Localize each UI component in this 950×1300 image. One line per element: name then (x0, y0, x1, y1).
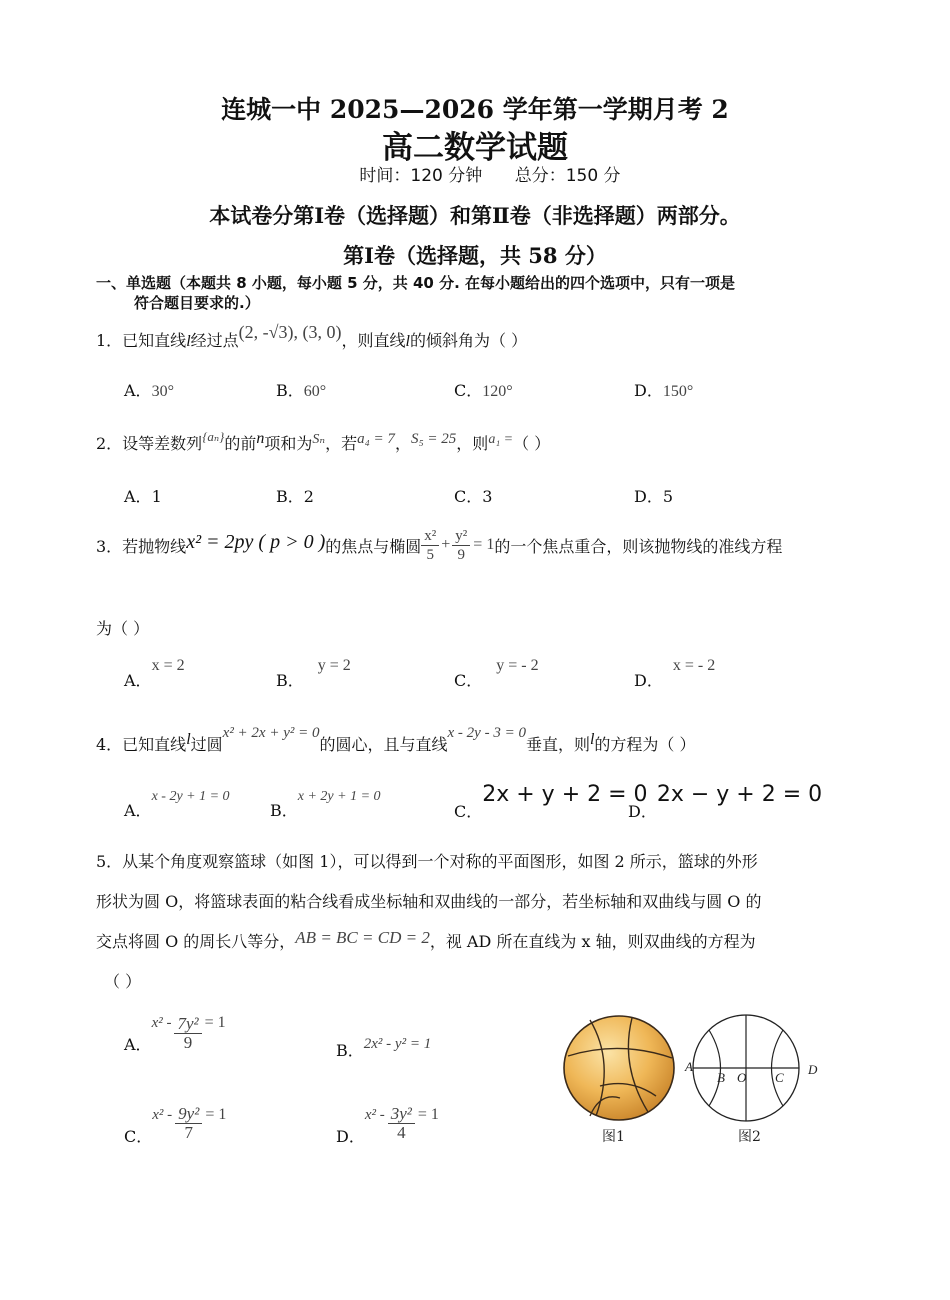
q4-text: 垂直，则 (525, 735, 590, 754)
q1-var2: l (405, 333, 410, 350)
q2-n: n (256, 430, 265, 447)
option-pre: x² - (152, 1106, 173, 1123)
q2-a4: a₄ = 7 (357, 431, 395, 447)
q2-text: 2．设等差数列 (96, 434, 203, 453)
option-value: 60° (303, 383, 327, 400)
exam-title: 连城一中 2025—2026 学年第一学期月考 2 (221, 95, 729, 124)
option-label: C． (454, 487, 483, 506)
option-label: C． (454, 671, 483, 690)
q2-text: ， (394, 434, 411, 453)
question-5: 5．从某个角度观察篮球（如图 1），可以得到一个对称的平面图形，如图 2 所示，篮球的外形 (96, 852, 758, 871)
option-label: B． (270, 801, 298, 820)
q3-option-c (454, 652, 539, 690)
exam-intro: 本试卷分第Ⅰ卷（选择题）和第Ⅱ卷（非选择题）两部分。 (209, 203, 741, 228)
q3-fraction-x (421, 527, 439, 564)
q4-option-c (454, 782, 648, 821)
question-3-cont: 为（ ） (96, 619, 150, 638)
option-value: x + 2y + 1 = 0 (297, 789, 381, 804)
frac-num: x² (421, 527, 439, 546)
q2-text: ，若 (325, 434, 358, 453)
question-5-line2: 形状为圆 O，将篮球表面的粘合线看成坐标轴和双曲线的一部分，若坐标轴和双曲线与圆 O 的 (96, 892, 762, 911)
q5-text: 交点将圆 O 的周长八等分， (96, 932, 296, 951)
option-value: 2 (303, 487, 314, 506)
option-value: 1 (151, 487, 162, 506)
option-label: D． (336, 1126, 365, 1146)
basketball-figure (560, 1012, 678, 1124)
frac-den: 9 (457, 546, 466, 563)
q2-sn: Sₙ (312, 432, 326, 447)
q4-var2: l (589, 731, 595, 748)
option-value: x = 2 (151, 657, 185, 674)
q2-option-a (124, 484, 162, 507)
q4-var: l (186, 731, 191, 748)
option-label: D． (628, 802, 657, 821)
q1-text: 1．已知直线 (96, 331, 187, 350)
q4-circle: x² + 2x + y² = 0 (222, 725, 320, 741)
point-b-label: B (717, 1070, 725, 1085)
option-fraction (388, 1105, 415, 1142)
option-label: A． (124, 801, 152, 820)
frac-den: 7 (184, 1122, 193, 1142)
option-label: A． (124, 381, 152, 400)
question-1 (96, 322, 528, 351)
q2-option-d (634, 484, 673, 507)
option-value: 120° (482, 383, 513, 400)
q5-option-b (336, 1030, 432, 1060)
option-label: C． (454, 802, 483, 821)
frac-num: 9y² (175, 1105, 202, 1124)
q2-text: 的前 (224, 434, 257, 453)
part1-heading: 第Ⅰ卷（选择题，共 58 分） (343, 243, 607, 268)
q1-text-mid: 经过点 (190, 331, 239, 350)
option-fraction (174, 1015, 201, 1052)
question-5-line4: （ ） (104, 972, 142, 991)
q2-text: ，则 (456, 434, 489, 453)
q4-text: 的方程为（ ） (594, 735, 696, 754)
q3-text: 的焦点与椭圆 (325, 536, 422, 556)
question-4 (96, 725, 696, 755)
frac-den: 4 (397, 1122, 406, 1142)
q3-option-d (634, 652, 716, 690)
exam-subtitle: 高二数学试题 (382, 130, 568, 166)
q1-var: l (186, 333, 191, 350)
q2-s5: S₅ = 25 (410, 431, 457, 447)
q1-points: (2, -√3), (3, 0) (238, 322, 342, 342)
option-value: 2x − y + 2 = 0 (656, 782, 823, 807)
q4-text: 过圆 (190, 735, 223, 754)
option-label: B． (276, 671, 304, 690)
option-label: D． (634, 671, 663, 690)
section1-instructions: 一、单选题（本题共 8 小题，每小题 5 分，共 40 分. 在每小题给出的四个选项中，只有一项是 (96, 274, 736, 292)
figure1-caption: 图1 (602, 1129, 625, 1145)
q3-plus: + (441, 536, 451, 553)
q1-option-c (454, 378, 513, 401)
option-post: = 1 (204, 1014, 226, 1031)
q1-option-d (634, 378, 693, 401)
point-a-label: A (685, 1059, 693, 1074)
q5-text: ，视 AD 所在直线为 x 轴，则双曲线的方程为 (429, 932, 756, 951)
q4-line: x - 2y - 3 = 0 (447, 725, 526, 741)
option-pre: x² - (151, 1014, 172, 1031)
option-post: = 1 (417, 1106, 439, 1123)
option-value: x - 2y + 1 = 0 (151, 789, 230, 804)
q4-option-d (628, 782, 823, 821)
frac-den: 5 (426, 546, 435, 563)
option-value: 150° (662, 383, 694, 400)
option-label: A． (124, 1034, 152, 1054)
q2-option-b (276, 484, 314, 507)
question-2 (96, 431, 550, 454)
q1-option-a (124, 378, 174, 401)
option-fraction (175, 1105, 202, 1142)
q3-parabola: x² = 2py ( p > 0 ) (186, 530, 326, 553)
option-value: 3 (482, 487, 493, 506)
q4-option-a (124, 782, 230, 820)
option-value: 2x + y + 2 = 0 (482, 782, 648, 807)
option-value: y = 2 (317, 657, 351, 674)
point-o-label: O (737, 1070, 747, 1085)
q5-option-c (124, 1098, 226, 1148)
ball-body (564, 1016, 674, 1120)
option-label: B． (336, 1041, 364, 1060)
option-label: C． (124, 1126, 153, 1146)
option-label: A． (124, 487, 152, 506)
q1-option-b (276, 378, 326, 401)
q2-a1: a₁ = (488, 432, 514, 447)
frac-num: y² (452, 527, 470, 546)
q4-text: 4．已知直线 (96, 735, 187, 754)
q2-option-c (454, 484, 492, 507)
q1-text-end: 的倾斜角为（ ） (409, 331, 528, 350)
q2-text: 项和为 (264, 434, 313, 453)
q3-option-a (124, 652, 185, 690)
frac-num: 7y² (174, 1015, 201, 1034)
hyperbola-figure (684, 1014, 824, 1126)
point-d-label: D (808, 1062, 818, 1077)
q3-text: 3．若抛物线 (96, 536, 187, 556)
option-value: 30° (151, 383, 174, 400)
option-label: B． (276, 487, 304, 506)
option-value: y = - 2 (496, 657, 539, 674)
question-5-line3 (96, 929, 756, 952)
option-label: D． (634, 381, 663, 400)
option-label: A． (124, 671, 152, 690)
q1-text-tail: ，则直线 (341, 331, 406, 350)
q2-seq: {aₙ} (202, 429, 225, 444)
frac-den: 9 (183, 1032, 193, 1052)
option-label: B． (276, 381, 304, 400)
option-label: D． (634, 487, 663, 506)
q2-text: （ ） (513, 434, 551, 453)
option-post: = 1 (205, 1106, 227, 1123)
option-label: C． (454, 381, 483, 400)
q5-option-d (336, 1098, 439, 1148)
section1-instructions-cont: 符合题目要求的.） (134, 294, 260, 312)
figure2-caption: 图2 (738, 1129, 761, 1145)
option-value: x = - 2 (672, 657, 716, 674)
q3-text: 的一个焦点重合，则该抛物线的准线方程 (494, 536, 783, 556)
q5-math: AB = BC = CD = 2 (295, 928, 430, 947)
question-3 (96, 520, 782, 570)
q3-option-b (276, 652, 351, 690)
q3-fraction-y (452, 527, 470, 564)
q4-option-b (270, 782, 381, 820)
option-value: 2x² - y² = 1 (363, 1036, 432, 1052)
q5-option-a (124, 1008, 226, 1058)
point-c-label: C (775, 1070, 784, 1085)
q4-text: 的圆心，且与直线 (319, 735, 448, 754)
exam-time-info: 时间：120 分钟 总分：150 分 (359, 166, 621, 186)
q3-eq: = 1 (473, 536, 495, 553)
option-pre: x² - (364, 1106, 385, 1123)
frac-num: 3y² (388, 1105, 415, 1124)
option-value: 5 (662, 487, 674, 506)
